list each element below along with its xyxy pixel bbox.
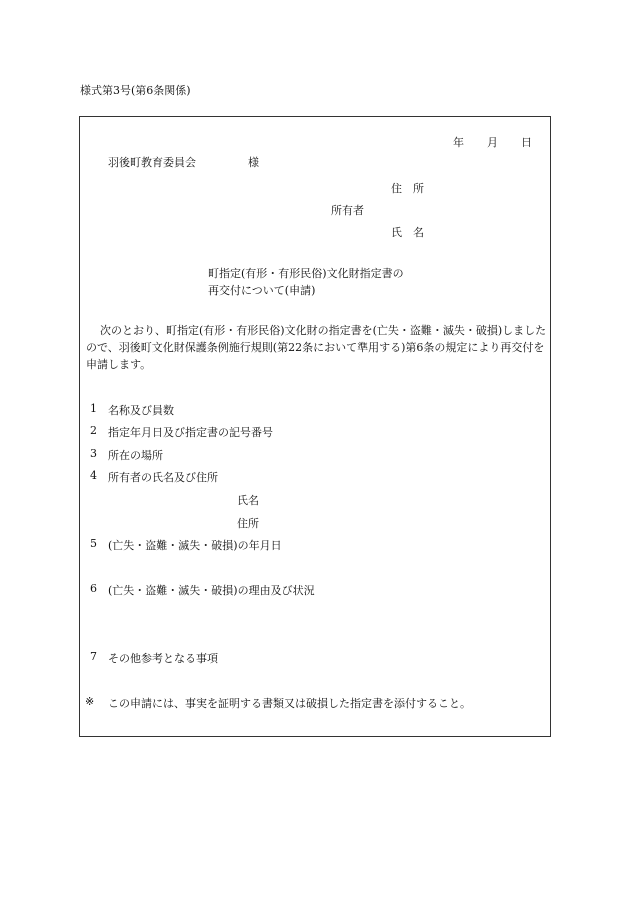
addressee-honorific: 様 — [248, 156, 259, 169]
item-number: 2 — [90, 424, 97, 437]
item-number: 7 — [90, 650, 97, 663]
note-mark: ※ — [85, 695, 95, 708]
applicant-owner-label: 所有者 — [331, 204, 364, 217]
date-year-label: 年 — [453, 136, 464, 149]
application-form-frame — [79, 116, 551, 737]
item-label: 所有者の氏名及び住所 — [108, 471, 218, 484]
document-title-line1: 町指定(有形・有形民俗)文化財指定書の — [208, 267, 404, 280]
applicant-name-label: 氏 名 — [391, 226, 424, 239]
item-number: 5 — [90, 537, 97, 550]
item-label: 名称及び員数 — [108, 404, 174, 417]
item-label: 所在の場所 — [108, 449, 163, 462]
document-title-line2: 再交付について(申請) — [208, 284, 316, 297]
item-label: (亡失・盗難・滅失・破損)の年月日 — [108, 539, 282, 552]
item-label: その他参考となる事項 — [108, 652, 218, 665]
item-label: 指定年月日及び指定書の記号番号 — [108, 426, 273, 439]
item-label: (亡失・盗難・滅失・破損)の理由及び状況 — [108, 584, 315, 597]
date-month-label: 月 — [487, 136, 498, 149]
item-number: 6 — [90, 582, 97, 595]
form-code: 様式第3号(第6条関係) — [80, 84, 191, 97]
addressee-name: 羽後町教育委員会 — [108, 156, 196, 169]
item-number: 4 — [90, 469, 97, 482]
note-text: この申請には、事実を証明する書類又は破損した指定書を添付すること。 — [108, 697, 471, 710]
application-body-text: 次のとおり、町指定(有形・有形民俗)文化財の指定書を(亡失・盗難・滅失・破損)しましたので、羽後町文化財保護条例施行規則(第22条において準用する)第6条の規定により再交付を申請します。 — [86, 324, 547, 371]
item-number: 1 — [90, 402, 97, 415]
applicant-address-label: 住 所 — [391, 182, 424, 195]
owner-address-label: 住所 — [237, 517, 259, 530]
item-number: 3 — [90, 447, 97, 460]
owner-name-label: 氏名 — [237, 494, 259, 507]
date-day-label: 日 — [521, 136, 532, 149]
